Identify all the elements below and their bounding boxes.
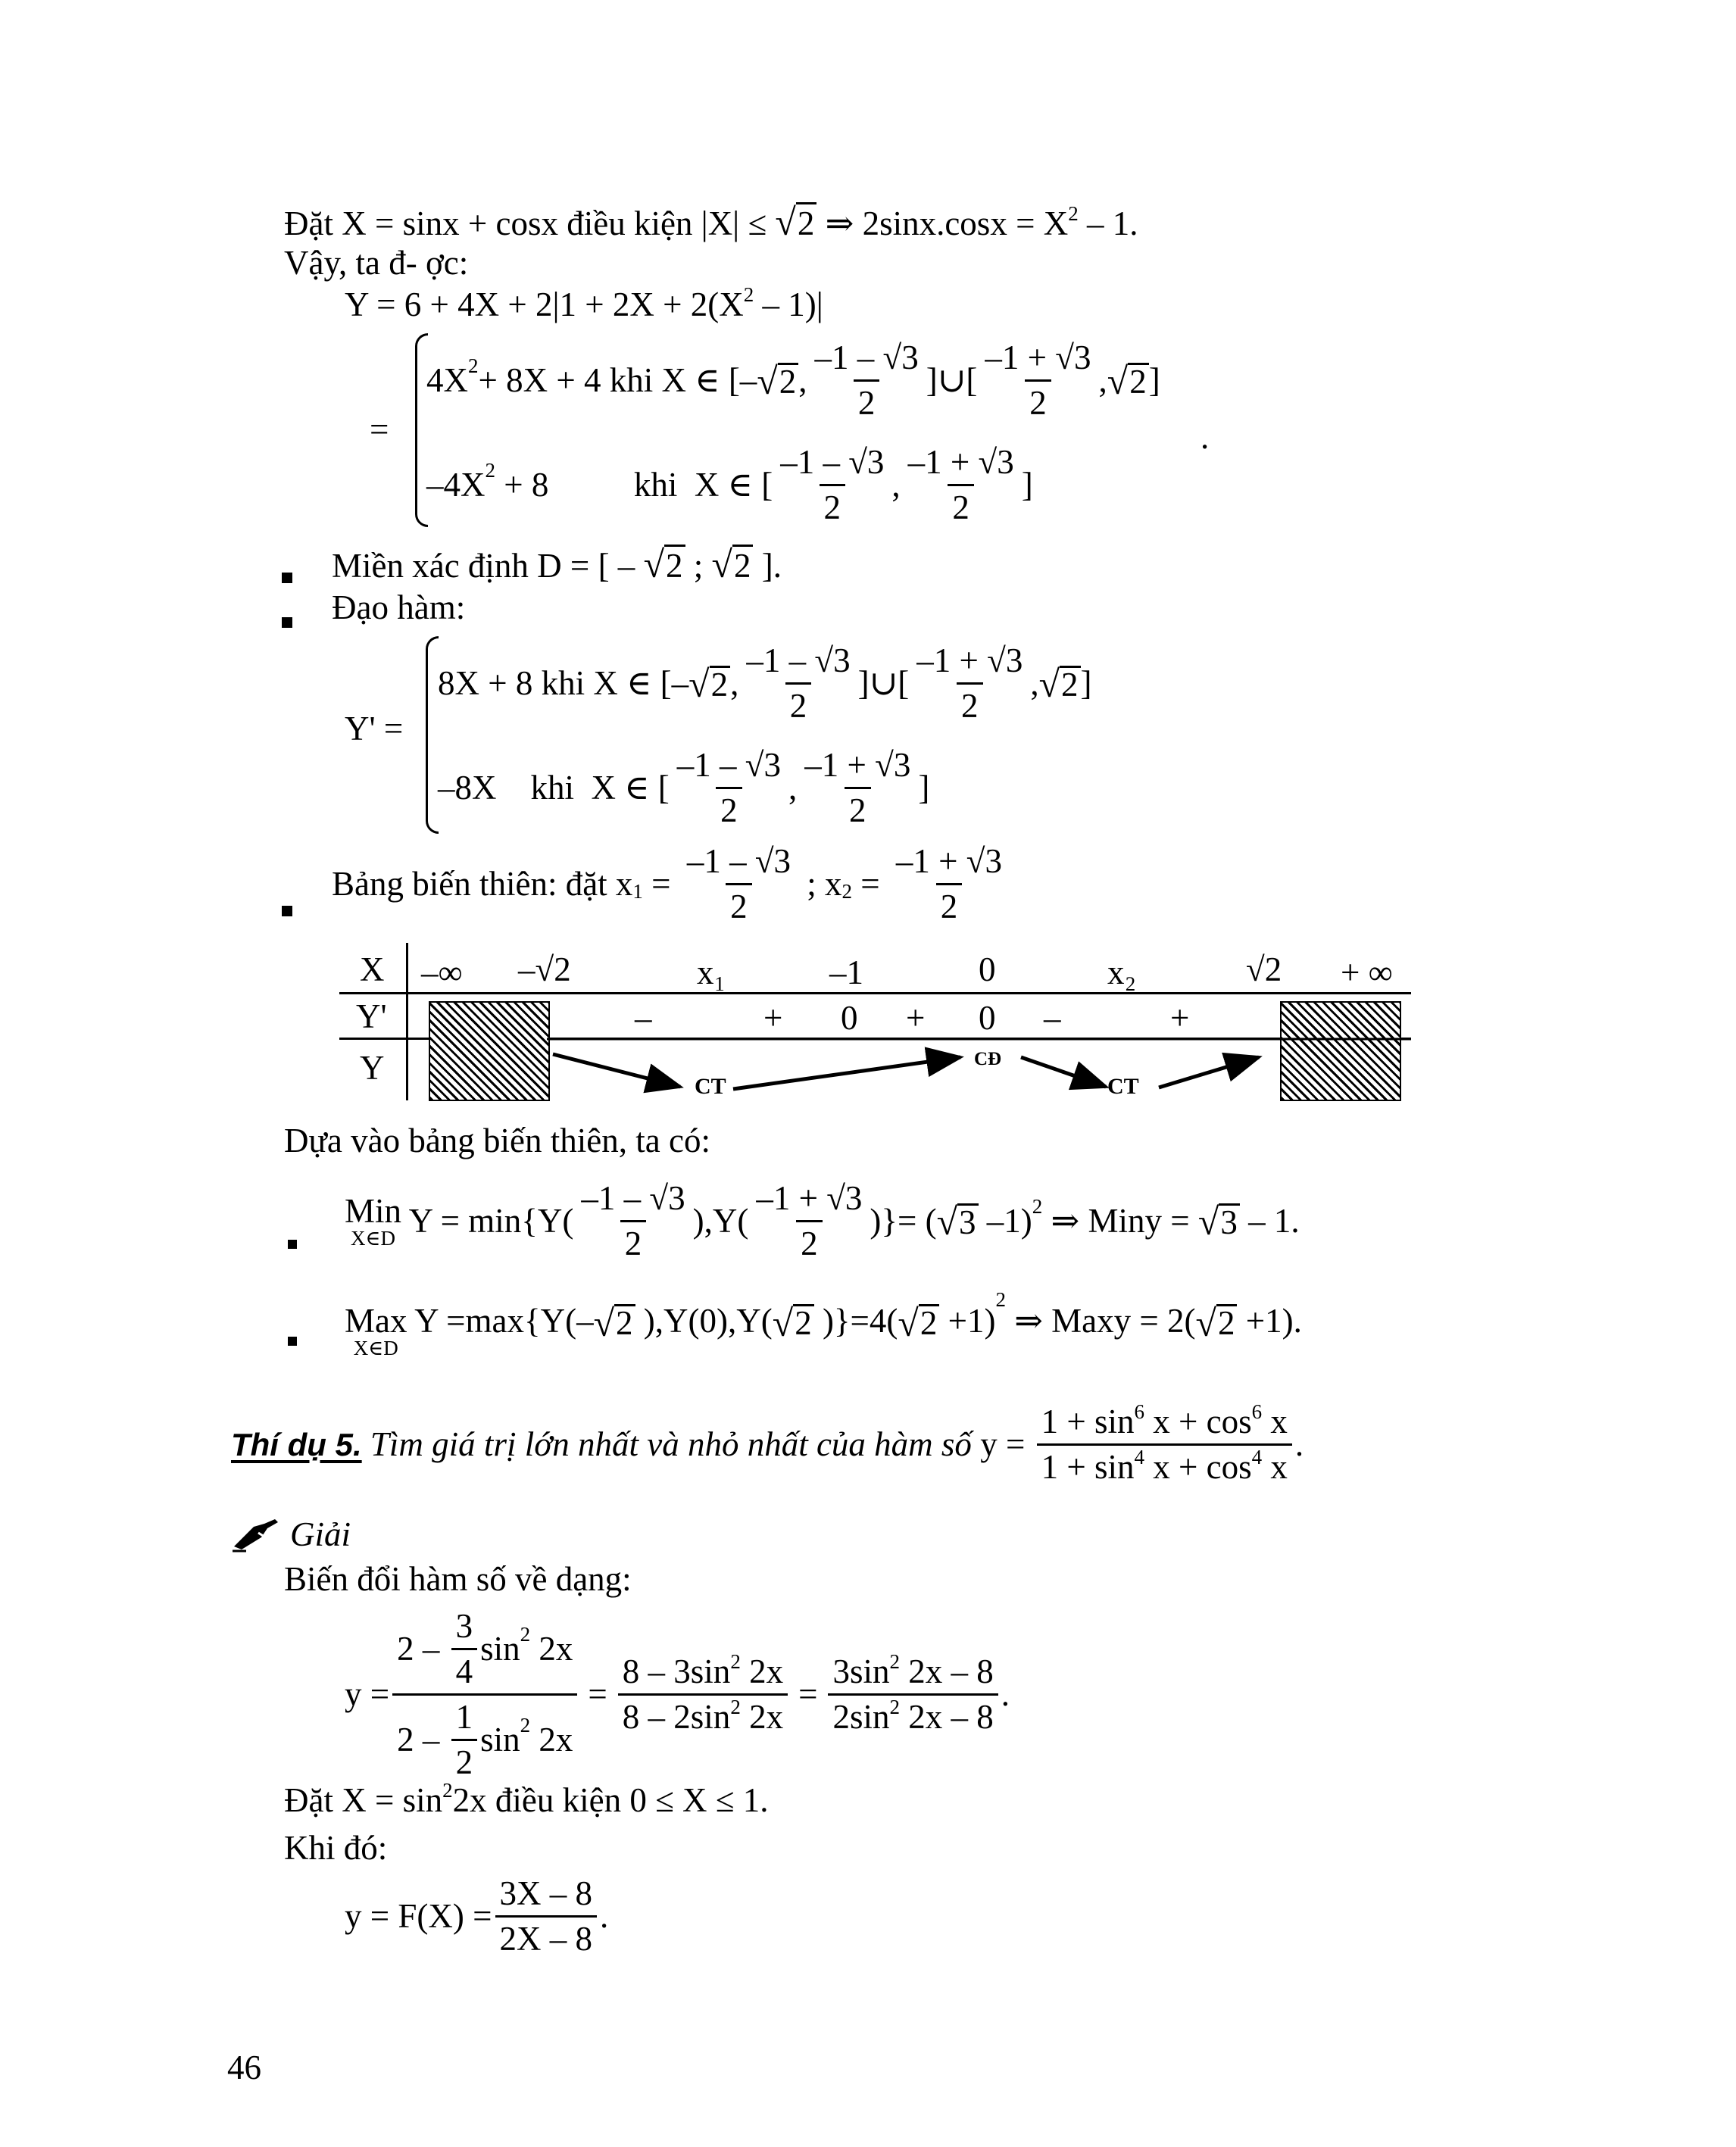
superscript: 2 [743, 283, 754, 306]
fraction [392, 1609, 577, 1780]
numerator: –1 + √3 [985, 339, 1091, 376]
x-value: √2 [1246, 950, 1282, 988]
expr: 2sin [832, 1698, 890, 1736]
x-value: –∞ [421, 953, 463, 991]
intro-text: – 1. [1078, 204, 1138, 242]
sign: + [1170, 999, 1190, 1037]
text: = [642, 865, 679, 903]
x-value: 0 [979, 950, 996, 988]
text: ⇒ Miny = [1042, 1202, 1198, 1240]
comma: , [730, 664, 739, 702]
min-label: CT [695, 1074, 726, 1099]
superscript: 2 [468, 354, 479, 377]
radicand: 2 [793, 1304, 814, 1340]
op-text: Min [345, 1191, 402, 1230]
fraction [828, 1650, 998, 1736]
numerator: –1 – √3 [746, 641, 851, 679]
numerator: –1 – √3 [676, 746, 781, 784]
text: y = [980, 1425, 1034, 1463]
denominator: 2X – 8 [495, 1915, 598, 1956]
text: . [1294, 1425, 1304, 1463]
sign: + [763, 999, 783, 1037]
denominator: 2 [845, 787, 871, 828]
writing-hand-icon [231, 1516, 284, 1553]
expr: 3sin [832, 1652, 890, 1690]
fraction [451, 1609, 478, 1689]
text: Y = min{Y( [401, 1202, 574, 1240]
text: Miền xác định D = [ – [332, 547, 644, 585]
sqrt-sign: √ [593, 1302, 615, 1344]
expr: 2x [530, 1630, 573, 1668]
max-operator [345, 1304, 407, 1359]
solution-line-3: Khi đó: [284, 1829, 388, 1867]
sign: – [1044, 999, 1061, 1037]
numerator: –1 – √3 [581, 1179, 685, 1217]
expr: 2x [740, 1652, 784, 1690]
numerator: –1 + √3 [756, 1179, 863, 1217]
expr: –4X [426, 466, 486, 504]
example-text: Tìm giá trị lớn nhất và nhỏ nhất của hàm số [361, 1425, 981, 1463]
superscript: 2 [520, 1714, 531, 1737]
expr: ] [918, 769, 930, 807]
expr: 2x [740, 1698, 784, 1736]
sqrt-sign: √ [1038, 662, 1060, 705]
numerator: –1 + √3 [804, 746, 911, 784]
intro-text: – 1)| [754, 286, 823, 323]
text: Y =max{Y(– [407, 1302, 594, 1340]
expr: 8X + 8 khi X ∈ [– [438, 664, 689, 702]
sqrt-sign: √ [757, 359, 778, 402]
text: +1) [939, 1302, 996, 1340]
min-operator [345, 1191, 402, 1250]
superscript: 2 [1032, 1195, 1043, 1218]
text: ),Y( [692, 1202, 749, 1240]
text: = [798, 1675, 818, 1713]
fx-equation [345, 1874, 609, 1958]
denominator: 2 [726, 883, 752, 924]
text: 2x điều kiện 0 ≤ X ≤ 1. [452, 1781, 769, 1819]
numerator: 1 [455, 1698, 473, 1736]
x-value: x₁ [697, 953, 726, 991]
solution-line-1: Biến đổi hàm số về dạng: [284, 1560, 632, 1598]
denominator: 2 [796, 1220, 823, 1261]
sign: + [906, 999, 926, 1037]
expr: 1 + sin [1041, 1403, 1135, 1440]
text: y = [345, 1675, 390, 1713]
expr: 2 – [397, 1721, 448, 1758]
sqrt-sign: √ [643, 543, 665, 585]
expr: ] [1148, 361, 1160, 399]
superscript: 2 [485, 459, 495, 482]
fraction [495, 1874, 598, 1958]
fraction [751, 1181, 866, 1261]
comma: , [798, 361, 807, 399]
expr: sin [480, 1721, 520, 1758]
superscript: 2 [889, 1696, 900, 1718]
expr: 8 – 3sin [622, 1652, 731, 1690]
expr: x + cos [1144, 1403, 1252, 1440]
radicand: 2 [919, 1304, 940, 1340]
fraction [618, 1650, 788, 1736]
sqrt-sign: √ [1107, 359, 1129, 402]
superscript: 2 [442, 1779, 453, 1802]
expr: ] [1080, 664, 1092, 702]
denominator: 2 [936, 883, 963, 924]
radicand: 2 [614, 1304, 635, 1340]
piece2-label: Y' = [345, 710, 404, 747]
solution-title: Giải [290, 1515, 351, 1553]
decrease-arrow [1021, 1057, 1106, 1087]
intro-line-2: Vậy, ta đ- ợc: [284, 244, 469, 282]
x-value: + ∞ [1341, 953, 1393, 991]
sqrt-sign: √ [772, 1302, 794, 1344]
numerator [392, 1609, 577, 1693]
text: ]. [753, 547, 782, 585]
x-value: –√2 [518, 950, 571, 988]
derivative-title: Đạo hàm: [332, 588, 466, 626]
expr: ] [1021, 466, 1033, 504]
numerator [1037, 1400, 1292, 1443]
superscript: 4 [1251, 1446, 1263, 1468]
expr: 2 – [397, 1630, 448, 1668]
radicand: 3 [957, 1203, 979, 1240]
text: – 1. [1239, 1202, 1300, 1240]
x-value: –1 [829, 953, 863, 991]
expr: ]∪[ [857, 664, 910, 702]
expr: x + cos [1144, 1448, 1252, 1486]
intro-text: Y = 6 + 4X + 2|1 + 2X + 2(X [345, 286, 744, 323]
radicand: 3 [1219, 1203, 1240, 1240]
radicand: 2 [710, 666, 731, 702]
superscript: 2 [1068, 202, 1079, 225]
bullet [288, 1221, 297, 1255]
solution-line-2 [284, 1779, 769, 1819]
min-line [345, 1181, 1300, 1261]
superscript: 6 [1251, 1400, 1263, 1423]
op-subscript: X∈D [351, 1226, 395, 1250]
fraction [576, 1181, 689, 1261]
expr: + 8X + 4 khi X ∈ [– [478, 361, 757, 399]
superscript: 2 [730, 1696, 741, 1718]
denominator: 2 [948, 484, 974, 525]
denominator: 2 [820, 484, 846, 525]
denominator: 2 [1025, 379, 1051, 420]
denominator: 2 [957, 682, 983, 723]
text: –1) [978, 1202, 1032, 1240]
text: . [600, 1897, 609, 1935]
expr: , [1030, 664, 1039, 702]
sign: 0 [979, 999, 996, 1037]
text: = [588, 1675, 607, 1713]
conclusion-intro: Dựa vào bảng biến thiên, ta có: [284, 1122, 710, 1159]
max-line [345, 1288, 1302, 1359]
radicand: 2 [664, 545, 685, 585]
expr: 2x – 8 [899, 1652, 994, 1690]
min-label: CT [1107, 1074, 1139, 1099]
max-label: CĐ [974, 1049, 1002, 1069]
numerator: –1 – √3 [780, 443, 885, 481]
denominator: 2 [854, 379, 880, 420]
sqrt-sign: √ [711, 543, 732, 585]
denominator [828, 1693, 998, 1734]
intro-text: ⇒ 2sinx.cosx = X [816, 204, 1069, 242]
superscript: 2 [889, 1650, 900, 1673]
numerator: –1 + √3 [895, 842, 1002, 880]
sign: 0 [841, 999, 858, 1037]
sqrt-sign: √ [898, 1302, 919, 1344]
radicand: 2 [1216, 1304, 1238, 1340]
fraction [451, 1700, 478, 1780]
op-subscript: X∈D [353, 1337, 398, 1359]
comma: , [788, 769, 798, 807]
radicand: 2 [732, 545, 754, 585]
expr: 8 – 2sin [622, 1698, 731, 1736]
expr: , [1098, 361, 1107, 399]
denominator [618, 1693, 788, 1734]
denominator [1037, 1443, 1292, 1484]
increase-arrow [1159, 1057, 1259, 1088]
radicand: 2 [796, 202, 817, 242]
superscript: 2 [730, 1650, 741, 1673]
page-number: 46 [227, 2049, 261, 2086]
radicand: 2 [1060, 666, 1081, 702]
example-heading [231, 1400, 1304, 1486]
numerator: 3X – 8 [499, 1874, 593, 1912]
numerator [828, 1650, 998, 1693]
expr: x [1262, 1403, 1288, 1440]
superscript: 4 [1134, 1446, 1144, 1468]
text: y = F(X) = [345, 1897, 492, 1935]
denominator: 2 [716, 787, 742, 828]
text: Đặt X = sin [284, 1781, 443, 1819]
text: )}= ( [870, 1202, 937, 1240]
bullet [288, 1318, 297, 1352]
expr: 1 + sin [1041, 1448, 1135, 1486]
superscript: 2 [520, 1623, 531, 1646]
denominator: 2 [785, 682, 812, 723]
denominator [392, 1693, 577, 1780]
row-label-x: X [360, 950, 385, 988]
expr: + 8 khi X ∈ [ [495, 466, 773, 504]
superscript: 2 [995, 1288, 1006, 1311]
decrease-arrow [553, 1054, 680, 1087]
x-value: x₂ [1107, 953, 1137, 991]
comma: , [891, 466, 901, 504]
sqrt-sign: √ [1195, 1302, 1216, 1344]
superscript: 6 [1134, 1400, 1144, 1423]
expr: ]∪[ [926, 361, 978, 399]
sign: – [635, 999, 652, 1037]
denominator: 2 [451, 1739, 478, 1780]
numerator: –1 – √3 [686, 842, 792, 880]
example-label: Thí dụ 5. [231, 1426, 362, 1462]
expr: x [1262, 1448, 1288, 1486]
row-label-y: Y [360, 1049, 385, 1087]
numerator [618, 1650, 788, 1693]
op-text: Max [345, 1302, 407, 1340]
transform-equation [345, 1609, 1010, 1780]
text: Bảng biến thiên: đặt x [332, 865, 633, 903]
intro-text: Đặt X = sinx + cosx điều kiện |X| ≤ [284, 204, 776, 242]
sqrt-sign: √ [936, 1200, 958, 1243]
text: ; x [798, 865, 842, 903]
piece1-equals: = [370, 410, 389, 448]
numerator: –1 – √3 [814, 339, 919, 376]
text: . [1001, 1675, 1010, 1713]
sqrt-sign: √ [1197, 1200, 1219, 1243]
numerator: 3 [455, 1607, 473, 1645]
piece1-dot: . [1201, 418, 1210, 456]
expr: 2x – 8 [899, 1698, 994, 1736]
increase-arrow [733, 1057, 960, 1089]
numerator: –1 + √3 [916, 641, 1023, 679]
expr: sin [480, 1630, 520, 1668]
radicand: 2 [1128, 363, 1149, 399]
denominator: 4 [451, 1648, 478, 1689]
text: )}=4( [813, 1302, 898, 1340]
denominator: 2 [620, 1220, 647, 1261]
expr: 2x [530, 1721, 573, 1758]
text: ),Y(0),Y( [635, 1302, 773, 1340]
fraction [1037, 1400, 1292, 1486]
expr: –8X khi X ∈ [ [438, 769, 670, 807]
text: ⇒ Maxy = 2( [1005, 1302, 1196, 1340]
expr: 4X [426, 361, 468, 399]
row-label-yprime: Y' [356, 997, 387, 1035]
sqrt-sign: √ [775, 201, 796, 243]
solution-heading [231, 1516, 351, 1553]
radicand: 2 [778, 363, 799, 399]
text: +1). [1237, 1302, 1302, 1340]
sqrt-sign: √ [688, 662, 710, 705]
subscript: 2 [841, 880, 853, 903]
text: ; [685, 547, 712, 585]
text: = [852, 865, 888, 903]
subscript: 1 [632, 880, 643, 903]
numerator: –1 + √3 [907, 443, 1014, 481]
